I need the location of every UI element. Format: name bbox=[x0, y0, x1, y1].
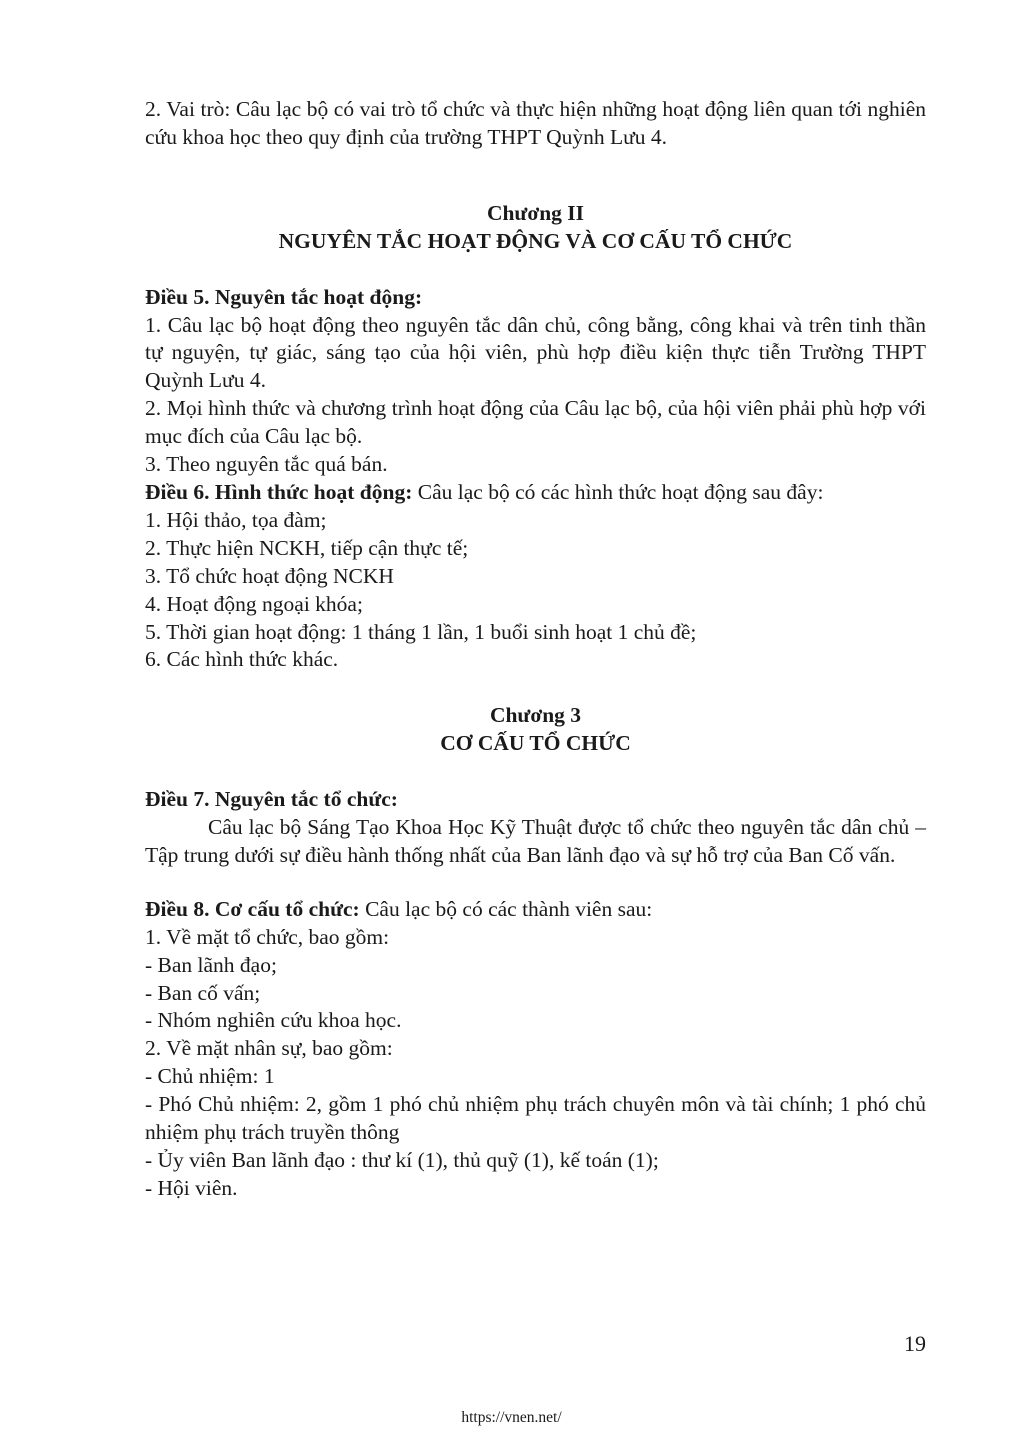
article-8-item: - Phó Chủ nhiệm: 2, gồm 1 phó chủ nhiệm phụ trách chuyên môn và tài chính; 1 phó chủ nhiệm phụ trách truyền thông bbox=[145, 1092, 926, 1145]
article-6-line bbox=[145, 479, 926, 507]
chapter-2-title: NGUYÊN TẮC HOẠT ĐỘNG VÀ CƠ CẤU TỔ CHỨC bbox=[278, 228, 793, 253]
article-7-body: Câu lạc bộ Sáng Tạo Khoa Học Kỹ Thuật được tổ chức theo nguyên tắc dân chủ – Tập trung dưới sự điều hành thống nhất của Ban lãnh đạo và sự hỗ trợ của Ban Cố vấn. bbox=[145, 815, 926, 867]
article-6-heading: Điều 6. Hình thức hoạt động: bbox=[145, 479, 413, 504]
article-8-item: - Ban lãnh đạo; bbox=[145, 952, 277, 977]
article-7-heading: Điều 7. Nguyên tắc tổ chức: bbox=[145, 787, 398, 812]
article-8-item: - Hội viên. bbox=[145, 1175, 238, 1200]
article-6-item: 1. Hội thảo, tọa đàm; bbox=[145, 507, 327, 532]
role-paragraph: 2. Vai trò: Câu lạc bộ có vai trò tổ chức và thực hiện những hoạt động liên quan tới nghiên cứu khoa học theo quy định của trường THPT Quỳnh Lưu 4. bbox=[145, 97, 926, 149]
article-8-item: 1. Về mặt tổ chức, bao gồm: bbox=[145, 924, 390, 949]
article-5-heading: Điều 5. Nguyên tắc hoạt động: bbox=[145, 284, 423, 309]
article-8-item: - Chủ nhiệm: 1 bbox=[145, 1064, 275, 1089]
article-6-item: 2. Thực hiện NCKH, tiếp cận thực tế; bbox=[145, 535, 469, 560]
article-5-item: 1. Câu lạc bộ hoạt động theo nguyên tắc dân chủ, công bằng, công khai và trên tinh thần tự nguyện, tự giác, sáng tạo của hội viên, phù hợp điều kiện thực tiễn Trường THPT Quỳnh Lưu 4. bbox=[145, 312, 926, 393]
article-8-heading: Điều 8. Cơ cấu tổ chức: bbox=[145, 896, 360, 921]
article-5-item: 3. Theo nguyên tắc quá bán. bbox=[145, 452, 388, 477]
article-8-item: - Ban cố vấn; bbox=[145, 980, 261, 1005]
article-8-item: 2. Về mặt nhân sự, bao gồm: bbox=[145, 1036, 393, 1061]
article-6-item: 4. Hoạt động ngoại khóa; bbox=[145, 591, 363, 616]
chapter-3-label: Chương 3 bbox=[489, 703, 582, 728]
article-8-item: - Ủy viên Ban lãnh đạo : thư kí (1), thủ quỹ (1), kế toán (1); bbox=[145, 1148, 659, 1172]
article-5-item: 2. Mọi hình thức và chương trình hoạt động của Câu lạc bộ, của hội viên phải phù hợp với mục đích của Câu lạc bộ. bbox=[145, 396, 926, 449]
chapter-3-title: CƠ CẤU TỔ CHỨC bbox=[440, 731, 631, 756]
page-number: 19 bbox=[904, 1331, 926, 1356]
article-8-item: - Nhóm nghiên cứu khoa học. bbox=[145, 1008, 402, 1033]
chapter-2-label: Chương II bbox=[486, 200, 585, 225]
article-8-line bbox=[145, 896, 926, 924]
article-6-item: 3. Tổ chức hoạt động NCKH bbox=[145, 563, 394, 588]
article-6-item: 5. Thời gian hoạt động: 1 tháng 1 lần, 1 buổi sinh hoạt 1 chủ đề; bbox=[145, 619, 697, 644]
article-6-item: 6. Các hình thức khác. bbox=[145, 647, 339, 672]
page-content bbox=[145, 96, 926, 1203]
article-6-intro: Câu lạc bộ có các hình thức hoạt động sau đây: bbox=[412, 479, 824, 504]
footer-url[interactable]: https://vnen.net/ bbox=[461, 1409, 562, 1426]
article-8-intro: Câu lạc bộ có các thành viên sau: bbox=[359, 896, 653, 921]
